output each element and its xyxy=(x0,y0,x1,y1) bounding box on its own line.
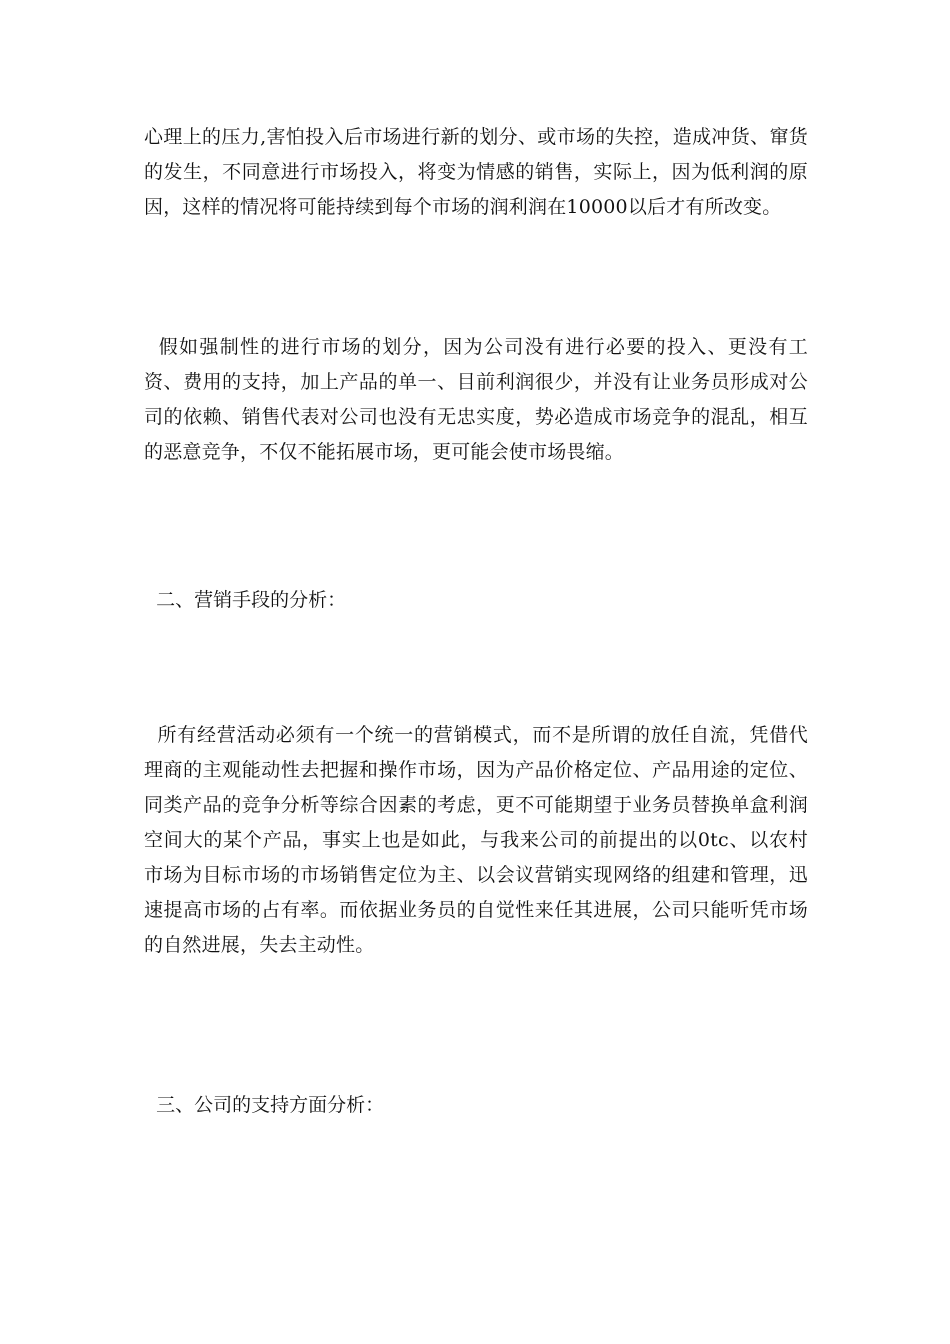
heading-company-support: 三、公司的支持方面分析： xyxy=(144,1094,385,1116)
paragraph-marketing-model: 所有经营活动必须有一个统一的营销模式，而不是所谓的放任自流，凭借代理商的主观能动性去把握和操作市场，因为产品价格定位、产品用途的定位、同类产品的竞争分析等综合因素的考虑，更不可能期望于业务员替换单盒利润空间大的某个产品，事实上也是如此，与我来公司的前提出的以0tc、以农村市场为目标市场的市场销售定位为主、以会议营销实现网络的组建和管理，迅速提高市场的占有率。而依据业务员的自觉性来任其进展，公司只能听凭市场的自然进展，失去主动性。 xyxy=(144,724,809,956)
paragraph-market-division: 假如强制性的进行市场的划分，因为公司没有进行必要的投入、更没有工资、费用的支持，加上产品的单一、目前利润很少，并没有让业务员形成对公司的依赖、销售代表对公司也没有无忠实度，势必造成市场竞争的混乱，相互的恶意竞争，不仅不能拓展市场，更可能会使市场畏缩。 xyxy=(144,336,808,463)
heading-marketing-analysis: 二、营销手段的分析： xyxy=(144,589,347,611)
paragraph-pressure: 心理上的压力,害怕投入后市场进行新的划分、或市场的失控，造成冲货、窜货的发生，不同意进行市场投入，将变为情感的销售，实际上，因为低利润的原因，这样的情况将可能持续到每个市场的润利润在10000以后才有所改变。 xyxy=(144,126,808,218)
